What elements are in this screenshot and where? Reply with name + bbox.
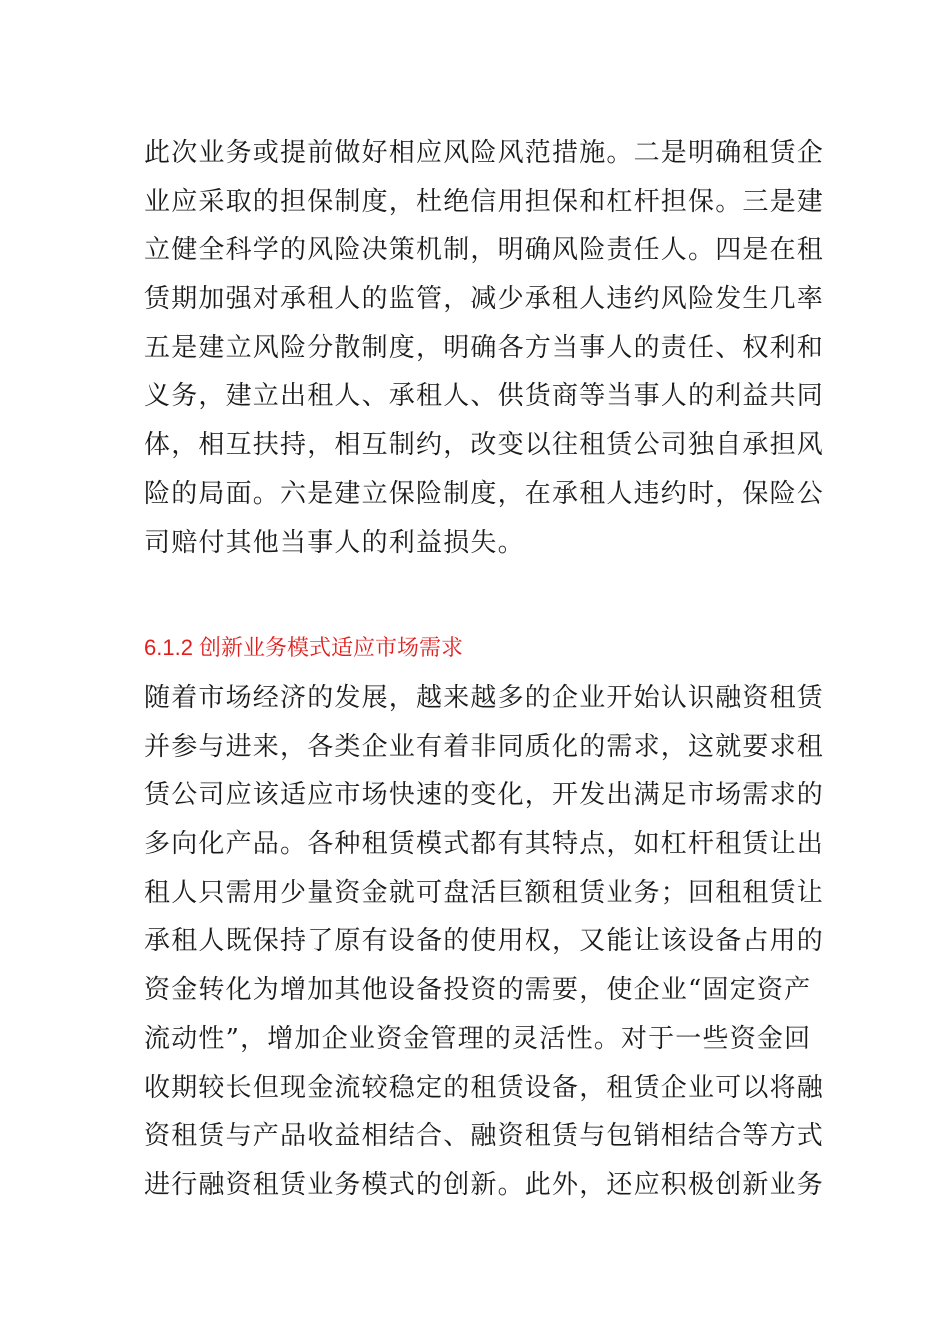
text-line: 进行融资租赁业务模式的创新。此外，还应积极创新业务 — [144, 1169, 825, 1200]
body-paragraph — [144, 129, 825, 567]
text-line: 体，相互扶持，相互制约，改变以往租赁公司独自承担风 — [144, 430, 825, 461]
text-line: 险的局面。六是建立保险制度，在承租人违约时，保险公 — [144, 478, 825, 509]
text-line: 多向化产品。各种租赁模式都有其特点，如杠杆租赁让出 — [144, 829, 825, 860]
text-line: 赁公司应该适应市场快速的变化，开发出满足市场需求的 — [144, 780, 825, 811]
text-line: 流动性”，增加企业资金管理的灵活性。对于一些资金回 — [144, 1023, 812, 1054]
text-line: 随着市场经济的发展，越来越多的企业开始认识融资租赁 — [144, 683, 825, 713]
text-line: 租人只需用少量资金就可盘活巨额租赁业务；回租租赁让 — [144, 877, 825, 908]
text-line: 此次业务或提前做好相应风险风范措施。二是明确租赁企 — [144, 138, 825, 168]
text-line: 立健全科学的风险决策机制，明确风险责任人。四是在租 — [144, 235, 825, 266]
text-line: 司赔付其他当事人的利益损失。 — [144, 527, 525, 558]
text-line: 义务，建立出租人、承租人、供货商等当事人的利益共同 — [144, 381, 825, 412]
text-line: 并参与进来，各类企业有着非同质化的需求，这就要求租 — [144, 731, 825, 762]
text-line: 收期较长但现金流较稳定的租赁设备，租赁企业可以将融 — [144, 1072, 825, 1103]
text-line: 承租人既保持了原有设备的使用权，又能让该设备占用的 — [144, 926, 825, 957]
body-paragraph — [144, 674, 825, 1210]
text-line: 五是建立风险分散制度，明确各方当事人的责任、权利和 — [144, 332, 825, 363]
text-line: 业应采取的担保制度，杜绝信用担保和杠杆担保。三是建 — [144, 186, 825, 217]
text-line: 赁期加强对承租人的监管，减少承租人违约风险发生几率 — [144, 284, 825, 315]
section-heading: 6.1.2 创新业务模式适应市场需求 — [144, 635, 464, 660]
text-line: 资租赁与产品收益相结合、融资租赁与包销相结合等方式 — [144, 1121, 825, 1152]
text-line: 资金转化为增加其他设备投资的需要，使企业“固定资产 — [144, 975, 812, 1006]
